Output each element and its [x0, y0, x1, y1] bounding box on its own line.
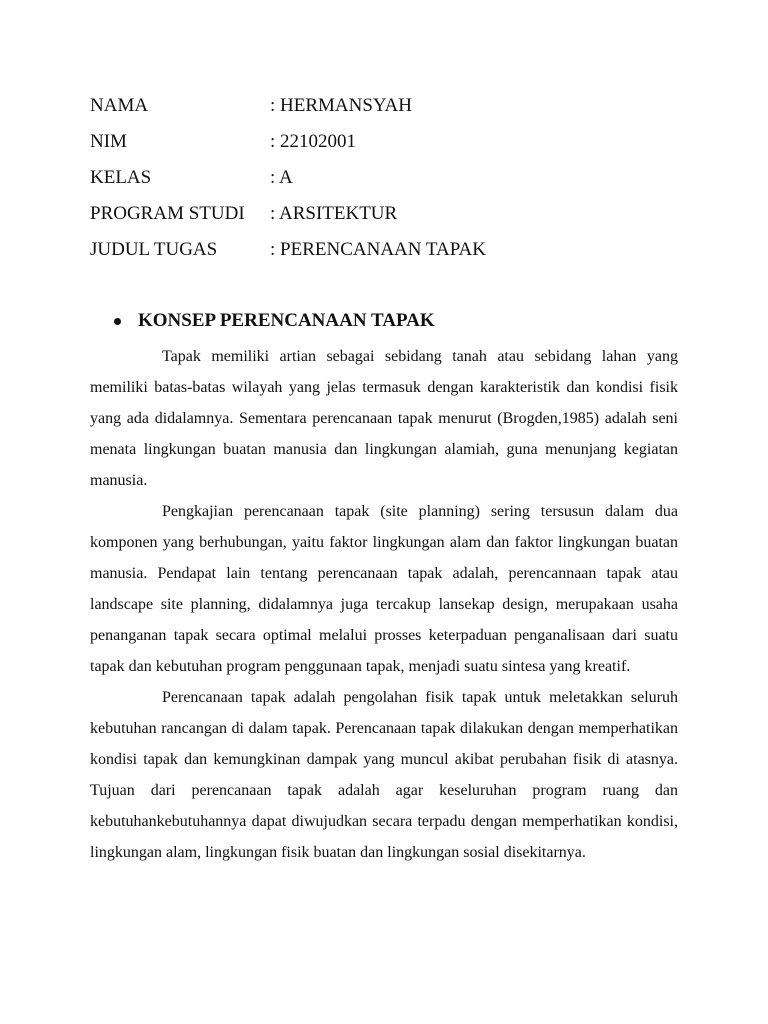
info-label: NIM: [90, 131, 127, 152]
info-row-class: [90, 165, 690, 201]
section-heading-text: KONSEP PERENCANAAN TAPAK: [138, 310, 435, 331]
info-label: PROGRAM STUDI: [90, 203, 245, 224]
info-row-name: [90, 93, 690, 129]
info-row-program: [90, 201, 690, 237]
info-row-nim: [90, 129, 690, 165]
section-heading: [112, 308, 435, 334]
info-value: : PERENCANAAN TAPAK: [270, 239, 486, 260]
info-value: : A: [270, 167, 293, 188]
info-value: : HERMANSYAH: [270, 95, 412, 116]
student-info-table: [90, 93, 690, 273]
info-label: JUDUL TUGAS: [90, 239, 218, 260]
info-value: : 22102001: [270, 131, 357, 152]
paragraph: Perencanaan tapak adalah pengolahan fisik tapak untuk meletakkan seluruh kebutuhan rancangan di dalam tapak. Perencanaan tapak dilakukan dengan memperhatikan kondisi tapak dan kemungkinan dampak yang muncul akibat perubahan fisik di atasnya. Tujuan dari perencanaan tapak adalah agar keseluruhan program ruang dan kebutuhankebutuhannya dapat diwujudkan secara terpadu dengan memperhatikan kondisi, lingkungan alam, lingkungan fisik buatan dan lingkungan sosial disekitarnya.: [90, 689, 678, 861]
info-row-assignment: [90, 237, 690, 273]
info-label: KELAS: [90, 167, 152, 188]
paragraph: Pengkajian perencanaan tapak (site planning) sering tersusun dalam dua komponen yang berhubungan, yaitu faktor lingkungan alam dan faktor lingkungan buatan manusia. Pendapat lain tentang perencanaan tapak adalah, perencannaan tapak atau landscape site planning, didalamnya juga tercakup lansekap design, merupakaan usaha penanganan tapak secara optimal melalui prosses keterpaduan penganalisaan dari suatu tapak dan kebutuhan program penggunaan tapak, menjadi suatu sintesa yang kreatif.: [90, 503, 678, 675]
bullet-icon: [114, 318, 121, 325]
info-label: NAMA: [90, 95, 149, 116]
paragraph: Tapak memiliki artian sebagai sebidang tanah atau sebidang lahan yang memiliki batas-batas wilayah yang jelas termasuk dengan karakteristik dan kondisi fisik yang ada didalamnya. Sementara perencanaan tapak menurut (Brogden,1985) adalah seni menata lingkungan buatan manusia dan lingkungan alamiah, guna menunjang kegiatan manusia.: [90, 348, 678, 489]
info-value: : ARSITEKTUR: [270, 203, 398, 224]
section-body: [90, 341, 678, 868]
